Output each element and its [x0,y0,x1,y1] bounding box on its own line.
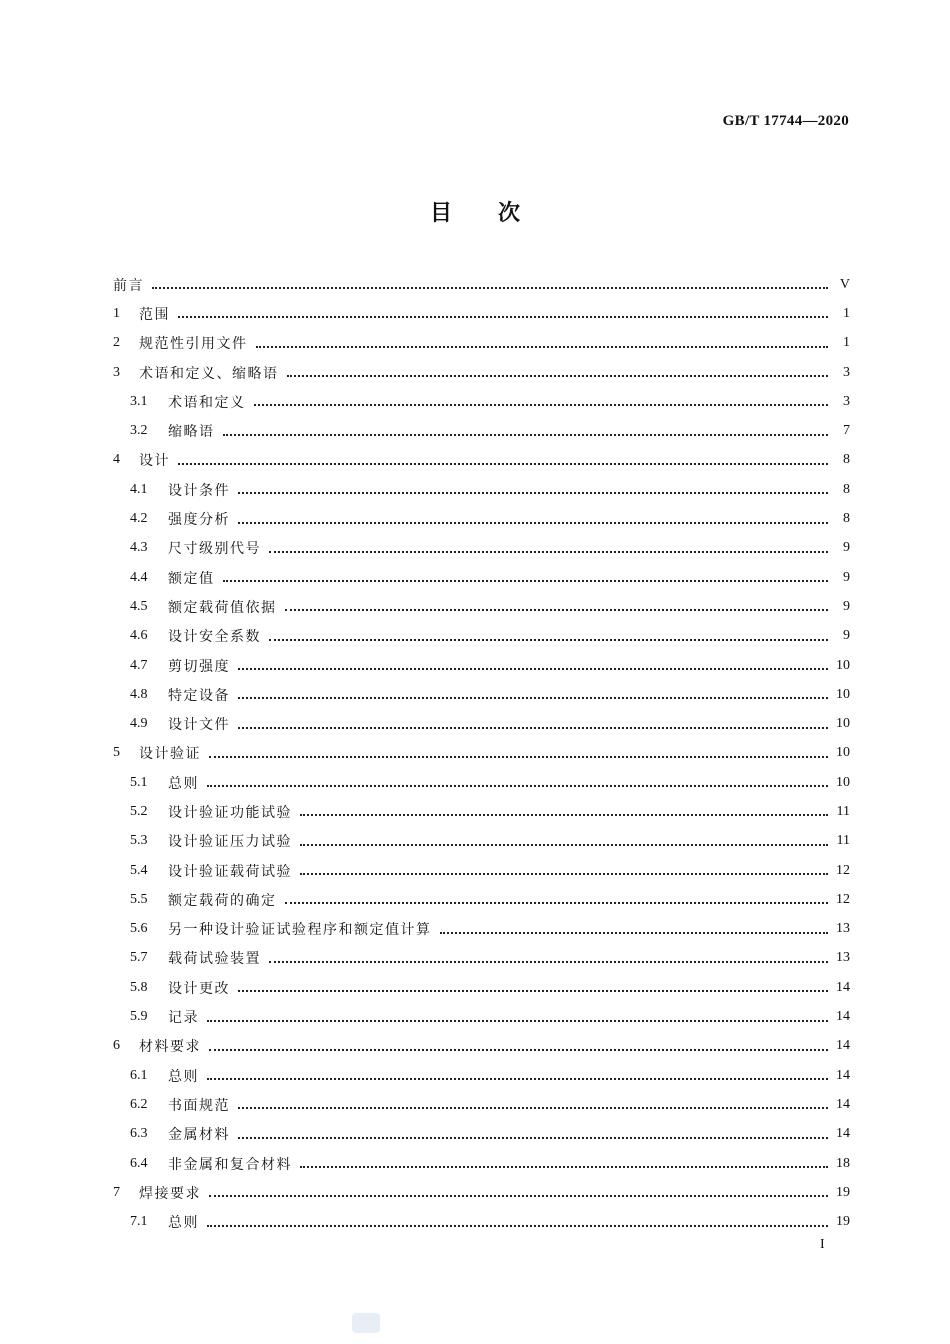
toc-entry-number: 5.9 [130,1009,148,1025]
dot-leader [223,579,829,582]
toc-entry[interactable] [113,1120,850,1149]
standard-code: GB/T 17744—2020 [722,113,849,129]
toc-entry-label: 前言 [113,277,144,294]
toc-entry-page: 8 [843,481,850,497]
dot-leader [300,1165,828,1168]
toc-entry-page: 19 [836,1214,850,1230]
toc-entry-number: 3.2 [130,423,148,439]
toc-entry-page: 14 [836,979,850,995]
dot-leader [287,374,829,377]
toc-entry[interactable] [113,592,850,621]
toc-entry[interactable] [113,709,850,738]
dot-leader [285,901,829,904]
toc-entry-label: 额定载荷的确定 [168,892,277,909]
toc-entry-page: 9 [843,598,850,614]
toc-entry[interactable] [113,270,850,299]
toc-entry[interactable] [113,856,850,885]
toc-entry-label: 设计更改 [168,980,230,997]
dot-leader [207,1077,828,1080]
toc-entry[interactable] [113,534,850,563]
toc-entry[interactable] [113,1090,850,1119]
toc-entry-label: 范围 [139,306,170,323]
dot-leader [238,667,828,670]
toc-entry-number: 6.3 [130,1126,148,1142]
toc-entry-number: 4.3 [130,540,148,556]
dot-leader [285,608,829,611]
dot-leader [238,726,828,729]
toc-entry[interactable] [113,680,850,709]
toc-entry-page: 9 [843,540,850,556]
toc-entry-page: 9 [843,628,850,644]
toc-entry-page: 18 [836,1155,850,1171]
toc-entry[interactable] [113,944,850,973]
toc-entry[interactable] [113,387,850,416]
dot-leader [300,872,828,875]
toc-entry-number: 4.7 [130,657,148,673]
toc-entry-number: 4.4 [130,569,148,585]
page-number: I [820,1237,825,1252]
toc-entry-page: 13 [836,921,850,937]
toc-entry-label: 额定载荷值依据 [168,599,277,616]
toc-entry-number: 5.1 [130,774,148,790]
toc-entry[interactable] [113,797,850,826]
sac-logo-watermark [352,1313,380,1333]
toc-entry-label: 剪切强度 [168,658,230,675]
toc-entry-number: 4.5 [130,598,148,614]
toc-entry-number: 4.2 [130,511,148,527]
dot-leader [207,1224,828,1227]
dot-leader [238,521,828,524]
toc-entry-page: 12 [836,891,850,907]
toc-entry-page: 10 [836,745,850,761]
dot-leader [300,813,828,816]
toc-entry-number: 4.9 [130,716,148,732]
dot-leader [269,550,828,553]
toc-entry-label: 另一种设计验证试验程序和额定值计算 [168,922,432,939]
toc-entry-page: 3 [843,364,850,380]
toc-entry-page: 14 [836,1096,850,1112]
table-of-contents [113,270,850,1237]
toc-entry[interactable] [113,1061,850,1090]
dot-leader [440,931,829,934]
toc-entry-number: 6.4 [130,1155,148,1171]
toc-entry[interactable] [113,1032,850,1061]
toc-entry-number: 2 [113,335,120,351]
toc-entry[interactable] [113,416,850,445]
toc-entry[interactable] [113,1002,850,1031]
toc-entry-page: 10 [836,686,850,702]
toc-entry[interactable] [113,739,850,768]
toc-entry[interactable] [113,1208,850,1237]
toc-entry-page: 14 [836,1038,850,1054]
toc-entry-label: 设计文件 [168,717,230,734]
toc-entry[interactable] [113,446,850,475]
toc-entry-number: 7.1 [130,1214,148,1230]
toc-entry-page: 8 [843,452,850,468]
toc-entry-number: 6.1 [130,1067,148,1083]
toc-entry-page: 12 [836,862,850,878]
toc-entry-page: 1 [843,335,850,351]
dot-leader [178,315,828,318]
toc-entry[interactable] [113,563,850,592]
toc-entry-page: 14 [836,1067,850,1083]
dot-leader [238,1106,828,1109]
toc-entry[interactable] [113,504,850,533]
dot-leader [269,960,828,963]
title-char-2: 次 [498,201,521,226]
toc-entry-page: 14 [836,1009,850,1025]
toc-entry-label: 尺寸级别代号 [168,541,261,558]
toc-entry-label: 术语和定义 [168,394,246,411]
toc-entry-number: 5.7 [130,950,148,966]
toc-entry-page: 13 [836,950,850,966]
toc-entry[interactable] [113,651,850,680]
toc-entry-number: 4 [113,452,120,468]
toc-entry-label: 设计条件 [168,482,230,499]
toc-entry-label: 设计验证压力试验 [168,834,292,851]
toc-entry-page: 19 [836,1184,850,1200]
toc-entry-label: 焊接要求 [139,1185,201,1202]
toc-entry-number: 5 [113,745,120,761]
toc-entry-number: 6.2 [130,1096,148,1112]
toc-entry[interactable] [113,622,850,651]
toc-entry-page: 7 [843,423,850,439]
toc-entry-label: 材料要求 [139,1039,201,1056]
toc-entry-number: 4.6 [130,628,148,644]
dot-leader [152,286,828,289]
toc-entry-page: 14 [836,1126,850,1142]
toc-entry-number: 6 [113,1038,120,1054]
toc-entry-label: 设计安全系数 [168,629,261,646]
toc-entry-page: 1 [843,305,850,321]
dot-leader [300,843,828,846]
dot-leader [178,462,828,465]
toc-entry[interactable] [113,1178,850,1207]
toc-entry[interactable] [113,358,850,387]
toc-entry-number: 5.4 [130,862,148,878]
dot-leader [238,696,828,699]
toc-entry-page: 11 [836,833,850,849]
toc-entry-number: 7 [113,1184,120,1200]
toc-entry[interactable] [113,915,850,944]
title-char-1: 目 [429,201,452,226]
dot-leader [238,1136,828,1139]
toc-entry-label: 金属材料 [168,1127,230,1144]
toc-entry[interactable] [113,973,850,1002]
toc-entry-number: 3.1 [130,393,148,409]
toc-entry[interactable] [113,1149,850,1178]
toc-entry-label: 总则 [168,1215,199,1232]
dot-leader [209,1048,828,1051]
toc-entry-number: 4.1 [130,481,148,497]
dot-leader [207,1019,828,1022]
toc-entry-number: 5.2 [130,803,148,819]
toc-entry-page: 3 [843,393,850,409]
toc-entry-label: 规范性引用文件 [139,336,248,353]
toc-entry-page: 11 [836,803,850,819]
toc-entry[interactable] [113,475,850,504]
toc-entry-page: V [839,276,850,292]
dot-leader [269,638,828,641]
toc-entry-page: 9 [843,569,850,585]
toc-entry-number: 4.8 [130,686,148,702]
toc-entry-label: 强度分析 [168,512,230,529]
toc-entry-label: 设计 [139,453,170,470]
toc-entry-label: 非金属和复合材料 [168,1156,292,1173]
toc-entry-label: 额定值 [168,570,215,587]
toc-entry[interactable] [113,299,850,328]
toc-entry-label: 特定设备 [168,687,230,704]
dot-leader [223,433,829,436]
toc-entry-page: 10 [836,657,850,673]
page-title [0,196,950,227]
toc-entry[interactable] [113,885,850,914]
dot-leader [256,345,829,348]
toc-entry-number: 5.3 [130,833,148,849]
toc-entry-number: 3 [113,364,120,380]
toc-entry-label: 缩略语 [168,424,215,441]
toc-entry[interactable] [113,329,850,358]
toc-entry-number: 1 [113,305,120,321]
toc-entry-number: 5.6 [130,921,148,937]
toc-entry-number: 5.8 [130,979,148,995]
dot-leader [209,755,828,758]
toc-entry-label: 设计验证载荷试验 [168,863,292,880]
toc-entry-label: 记录 [168,1010,199,1027]
toc-entry-page: 10 [836,716,850,732]
toc-entry-label: 设计验证功能试验 [168,804,292,821]
toc-entry-number: 5.5 [130,891,148,907]
toc-entry-label: 总则 [168,1068,199,1085]
dot-leader [209,1194,828,1197]
toc-entry-label: 载荷试验装置 [168,951,261,968]
dot-leader [254,403,829,406]
toc-entry-page: 8 [843,511,850,527]
dot-leader [238,989,828,992]
toc-entry-label: 书面规范 [168,1097,230,1114]
dot-leader [207,784,828,787]
toc-entry-label: 设计验证 [139,746,201,763]
toc-entry-page: 10 [836,774,850,790]
toc-entry-label: 总则 [168,775,199,792]
toc-entry-label: 术语和定义、缩略语 [139,365,279,382]
dot-leader [238,491,828,494]
toc-entry[interactable] [113,768,850,797]
toc-entry[interactable] [113,827,850,856]
